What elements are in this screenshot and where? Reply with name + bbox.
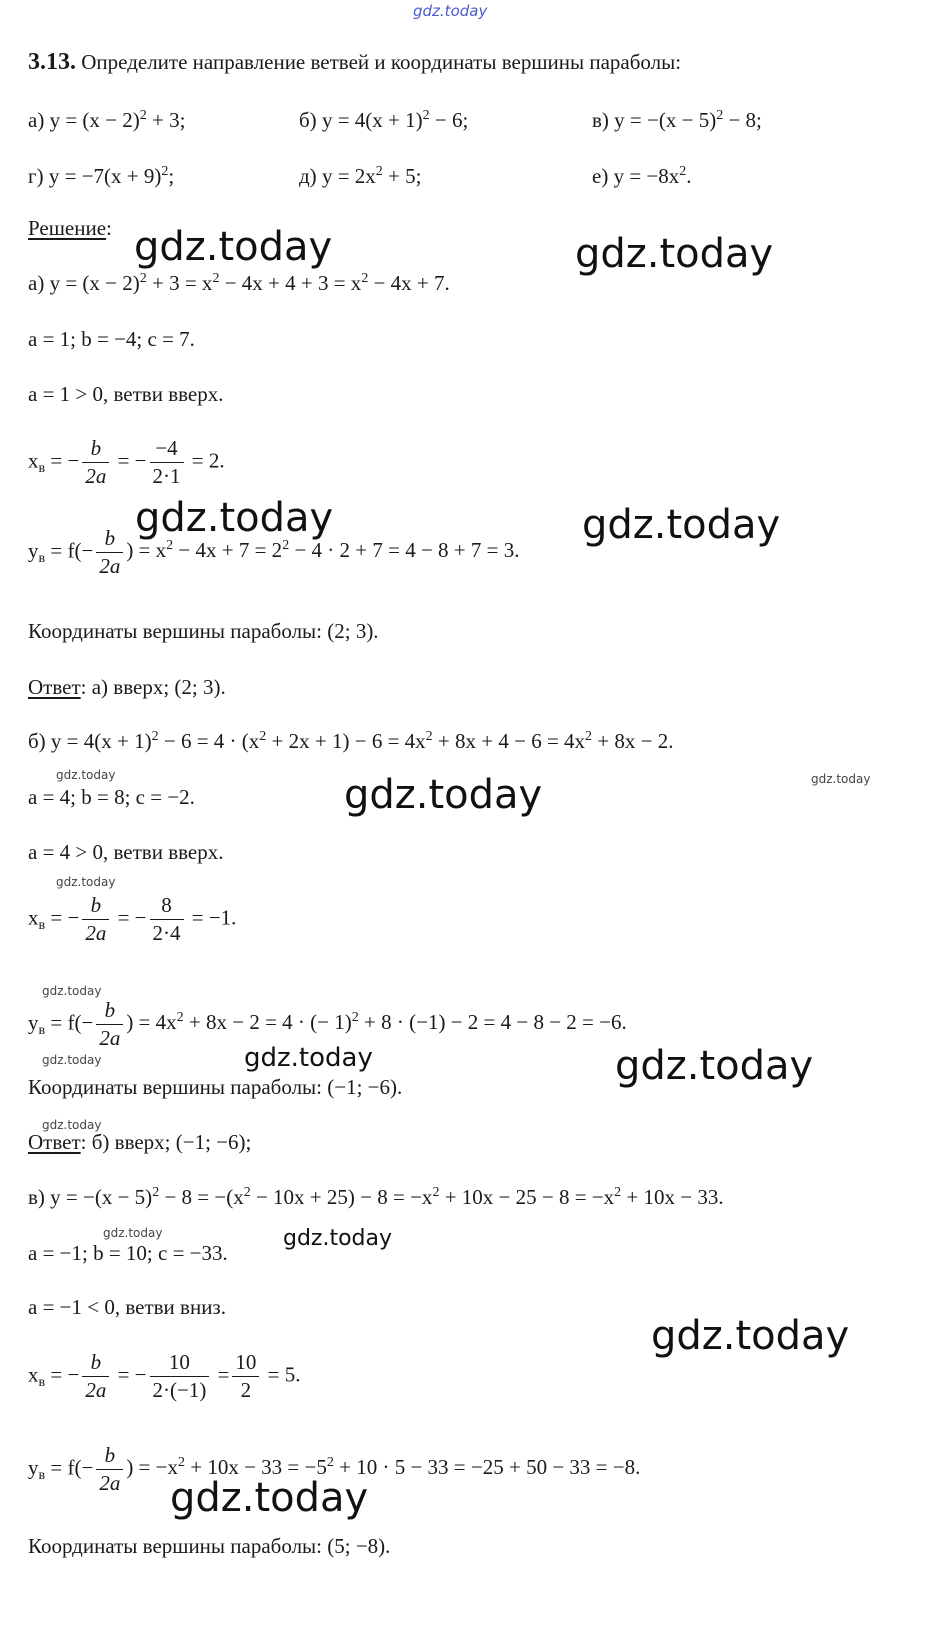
watermark: gdz.today (283, 1226, 393, 1251)
part-b-xv: $x_в$ = − $\frac{b}{2a}$ = − $\frac{8}{2\cdot 4}$ = −1. (28, 893, 237, 945)
part-a-coefs: a = 1; b = −4; c = 7. (28, 327, 195, 351)
part-b-expand: б) $y = 4(x + 1)^2 - 6 = 4 \cdot (x^2 + 2x + 1) - 6 = 4x^2 + 8x + 4 - 6 = 4x^2 + 8x - 2$. (28, 729, 674, 753)
watermark-small: gdz.today (56, 875, 116, 889)
watermark: gdz.today (170, 1475, 369, 1521)
watermark-small: gdz.today (42, 1118, 102, 1132)
problem-text: Определите направление ветвей и координаты вершины параболы: (81, 50, 682, 74)
part-a-xv: $x_в$ = − $\frac{b}{2a}$ = − $\frac{-4}{2\cdot 1}$ = 2. (28, 436, 225, 488)
item-b: б) $y = 4(x + 1)^2 - 6$; (299, 108, 469, 132)
part-a-branches: a = 1 > 0, ветви вверх. (28, 382, 224, 406)
watermark: gdz.today (615, 1043, 814, 1089)
part-b-yv: $y_в = f(-$ $\frac{b}{2a}$ ) = $4x^2 + 8x - 2 = 4$ · (− 1)$^2$ + 8 · (−1) − 2 = 4 − 8 − 2 = −6. (28, 998, 627, 1050)
problem-number: 3.13. (28, 49, 76, 75)
part-b-coefs: a = 4; b = 8; c = −2. (28, 785, 195, 809)
problem-statement (28, 50, 681, 74)
item-a: а) $y = (x - 2)^2 + 3$; (28, 108, 186, 132)
part-b-answer: Ответ: б) вверх; (−1; −6); (28, 1130, 252, 1154)
watermark: gdz.today (135, 495, 334, 541)
watermark: gdz.today (134, 224, 333, 270)
part-c-xv: $x_в$ = − $\frac{b}{2a}$ = − $\frac{10}{2\cdot(-1)}$ = $\frac{10}{2}$ = 5. (28, 1350, 301, 1402)
watermark-small: gdz.today (42, 984, 102, 998)
solution-heading: Решение: (28, 216, 112, 240)
watermark-small: gdz.today (811, 772, 871, 786)
part-c-branches: a = −1 < 0, ветви вниз. (28, 1295, 226, 1319)
part-c-yv: $y_в = f(-$ $\frac{b}{2a}$ ) = $-x^2 + 10x - 33 = -5^2 + 10 \cdot 5 - 33 = -25 + 50 - 33 = -8$. (28, 1443, 641, 1495)
part-a-expand: а) $y = (x - 2)^2 + 3 = x^2 - 4x + 4 + 3 = x^2 - 4x + 7$. (28, 271, 450, 295)
watermark: gdz.today (575, 231, 774, 277)
item-e: е) $y = -8x^2$. (592, 164, 692, 188)
watermark: gdz.today (651, 1313, 850, 1359)
item-d: д) $y = 2x^2 + 5$; (299, 164, 422, 188)
watermark: gdz.today (344, 772, 543, 818)
part-c-expand: в) $y = -(x - 5)^2 - 8 = -(x^2 - 10x + 25) - 8 = -x^2 + 10x - 25 - 8 = -x^2 + 10x - 33$. (28, 1185, 724, 1209)
item-v: в) $y = -(x - 5)^2 - 8$; (592, 108, 762, 132)
watermark: gdz.today (244, 1043, 373, 1073)
part-b-branches: a = 4 > 0, ветви вверх. (28, 840, 224, 864)
part-b-vertex: Координаты вершины параболы: (−1; −6). (28, 1075, 403, 1099)
part-a-answer: Ответ: а) вверх; (2; 3). (28, 675, 226, 699)
part-a-yv: $y_в = f(-$ $\frac{b}{2a}$ ) = $x^2 - 4x + 7 = 2^2 - 4 \cdot 2 + 7 = 4 - 8 + 7 = 3$. (28, 526, 520, 578)
watermark-small: gdz.today (56, 768, 116, 782)
part-c-coefs: a = −1; b = 10; c = −33. (28, 1241, 228, 1265)
watermark-small: gdz.today (103, 1226, 163, 1240)
item-g: г) $y = -7(x + 9)^2$; (28, 164, 175, 188)
watermark-small: gdz.today (42, 1053, 102, 1067)
part-c-vertex: Координаты вершины параболы: (5; −8). (28, 1534, 391, 1558)
watermark-top: gdz.today (413, 2, 488, 20)
watermark: gdz.today (582, 502, 781, 548)
part-a-vertex: Координаты вершины параболы: (2; 3). (28, 619, 379, 643)
